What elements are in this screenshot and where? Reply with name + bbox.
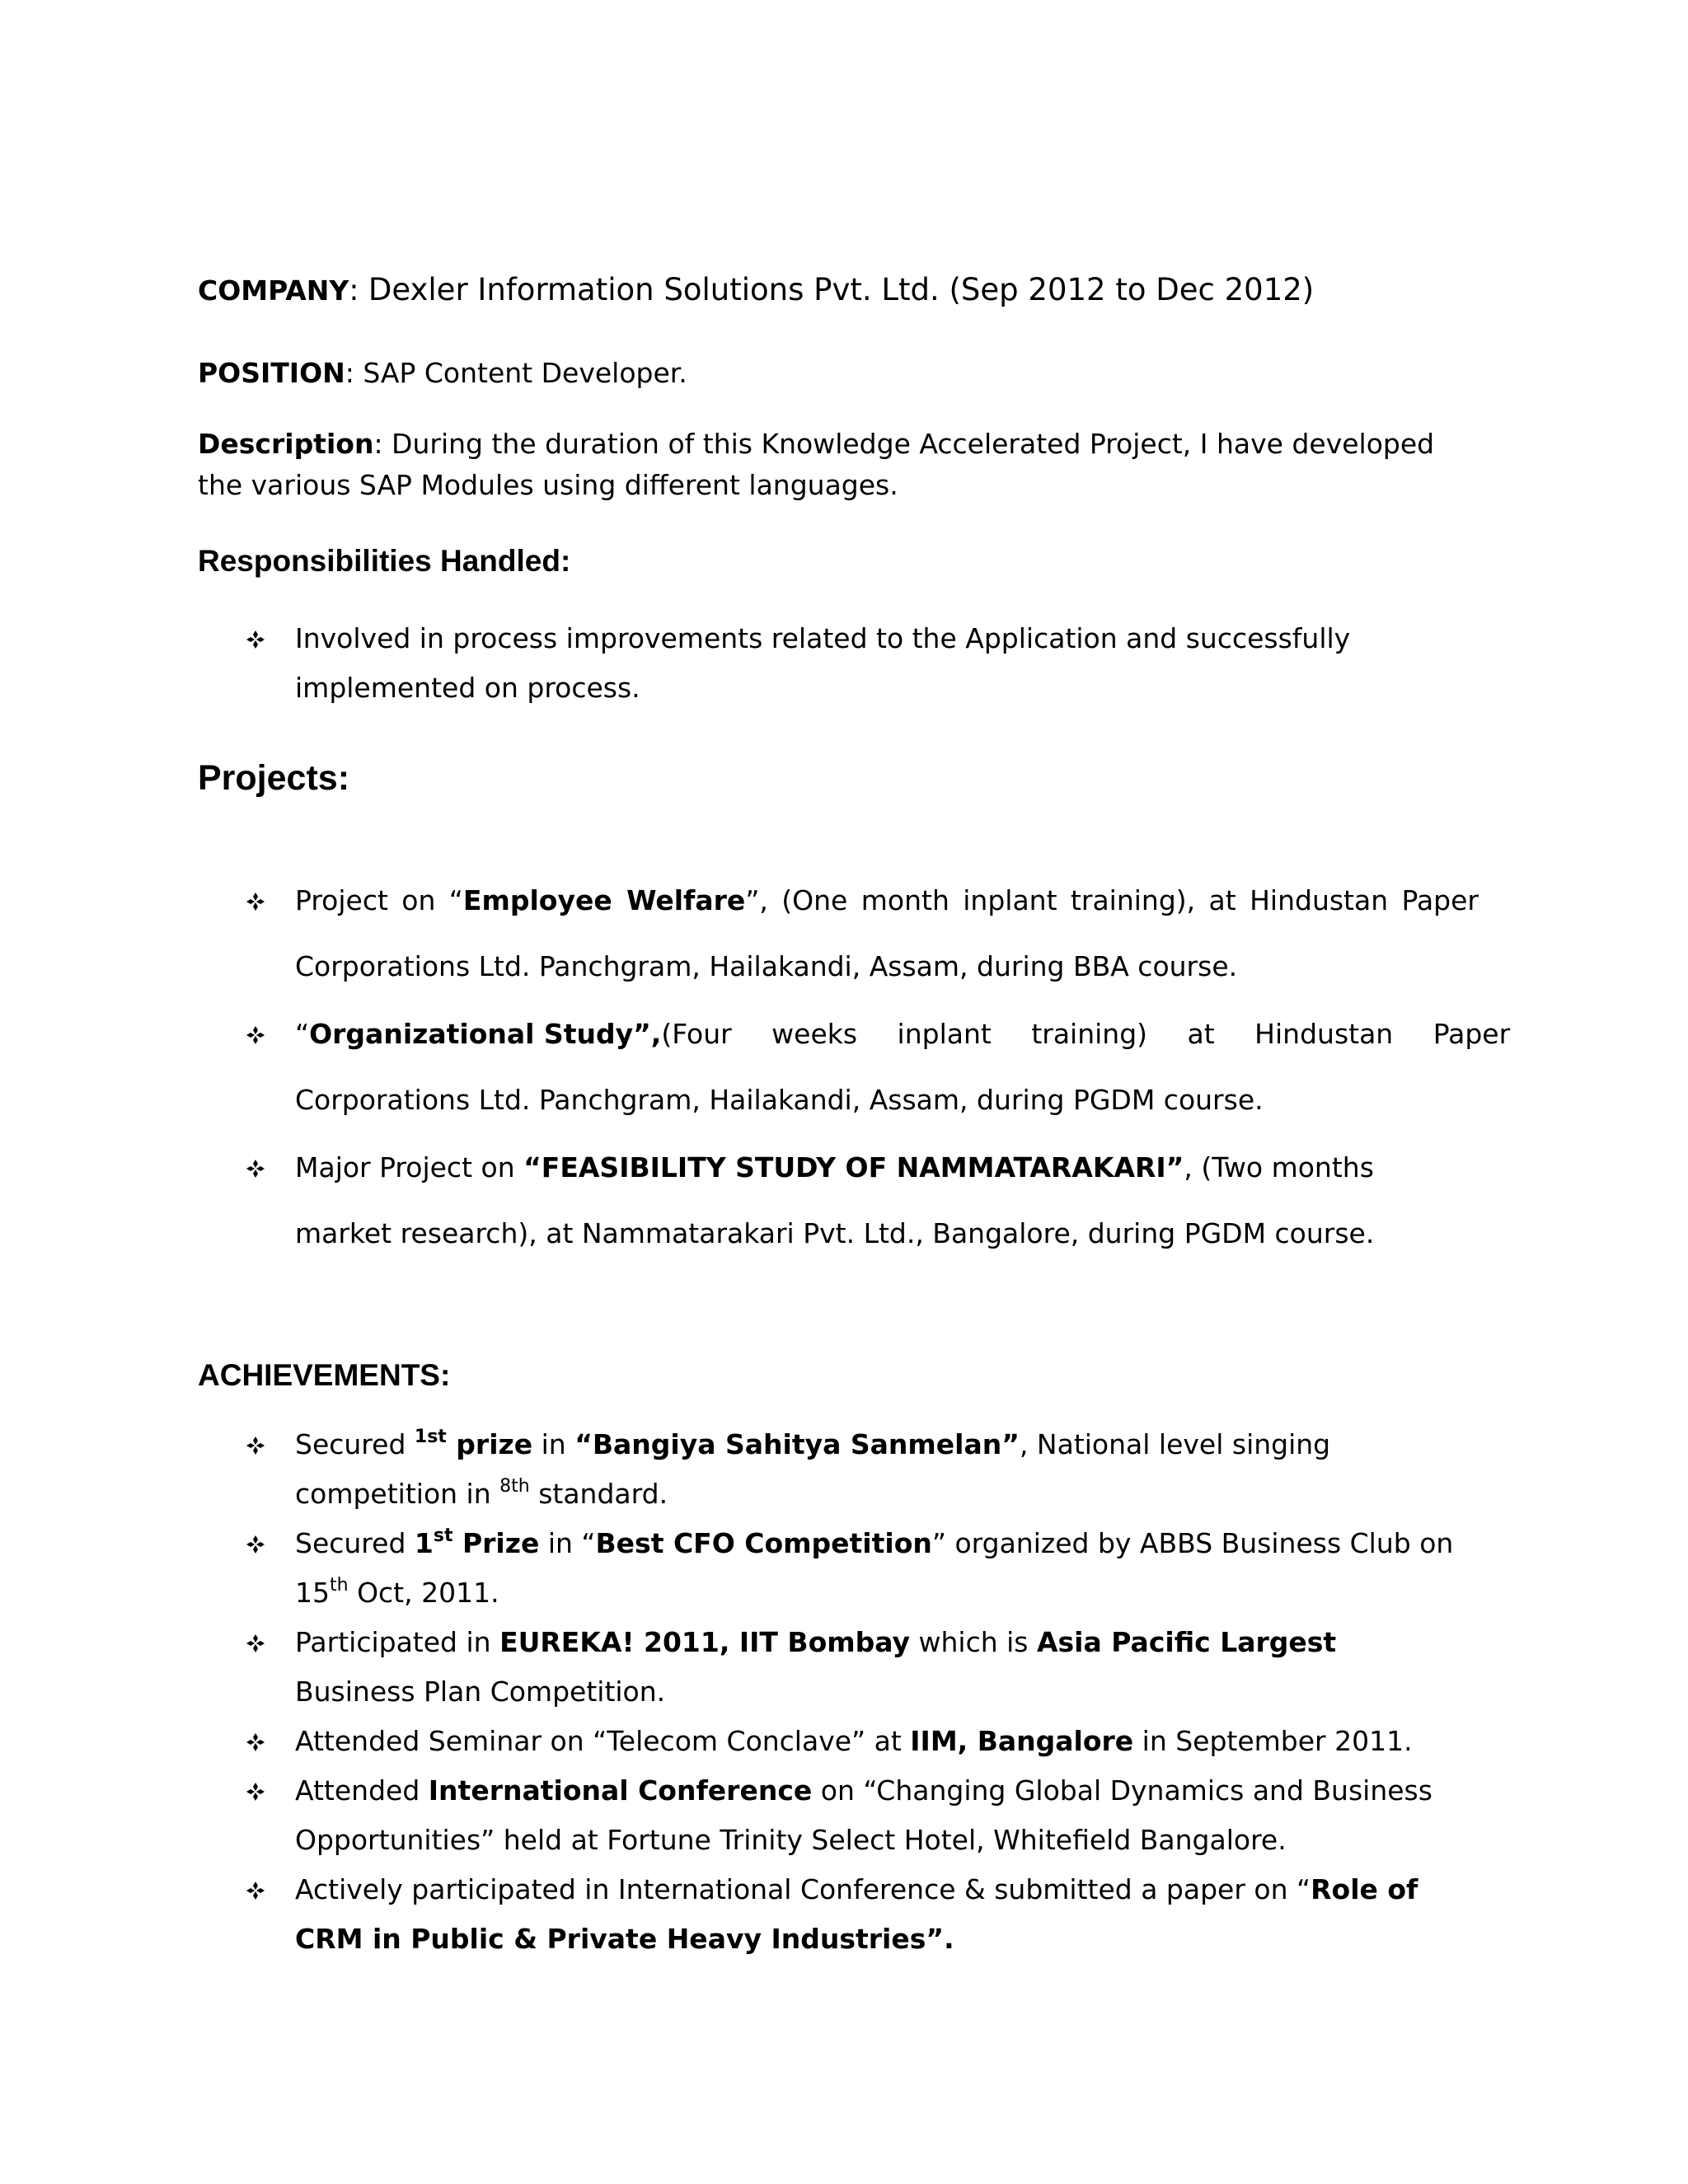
achievement-item-4-line-1 [295, 1727, 1413, 1755]
achievements-heading: ACHIEVEMENTS: [198, 1358, 451, 1392]
diamond-bullet-icon [246, 1535, 265, 1554]
a1-bold-1: prize [446, 1428, 533, 1460]
a1-line2-a: competition in [295, 1478, 500, 1510]
achievement-item-6-line-1 [295, 1873, 1418, 1905]
achievement-item-2-line-1 [295, 1526, 1454, 1559]
a3-text-1: Participated in [295, 1626, 500, 1658]
a3-bold-1: EUREKA! 2011, IIT Bombay [499, 1626, 911, 1658]
a4-text-1: Attended Seminar on “Telecom Conclave” at [295, 1725, 911, 1757]
position-line [198, 359, 687, 387]
a1-text-2: in [532, 1428, 575, 1460]
a2-sup-2: th [330, 1575, 349, 1596]
diamond-bullet-icon [246, 1881, 265, 1900]
diamond-bullet-icon [246, 1436, 265, 1455]
a2-bold-3: Best CFO Competition [595, 1527, 932, 1559]
a2-line2-b: Oct, 2011. [348, 1577, 499, 1609]
company-label: COMPANY [198, 274, 349, 307]
project-3-post: , (Two months [1184, 1151, 1374, 1183]
project-2-post: (Four weeks inplant training) at Hindustan Paper [661, 1018, 1511, 1050]
project-item-3-line-2: market research), at Nammatarakari Pvt. Ltd., Bangalore, during PGDM course. [295, 1217, 1375, 1249]
company-value: Dexler Information Solutions Pvt. Ltd. (Sep 2012 to Dec 2012) [368, 272, 1315, 307]
a2-text-2: in “ [539, 1527, 596, 1559]
a2-text-3: ” organized by ABBS Business Club on [931, 1527, 1454, 1559]
project-3-pre: Major Project on [295, 1151, 524, 1183]
achievement-item-3-line-1 [295, 1626, 1337, 1658]
a1-line2-b: standard. [529, 1478, 668, 1510]
a5-text-2: on “Changing Global Dynamics and Business [812, 1774, 1432, 1807]
a5-bold-1: International Conference [428, 1774, 813, 1807]
diamond-bullet-icon [246, 892, 265, 912]
diamond-bullet-icon [246, 630, 265, 649]
a3-text-2: which is [910, 1626, 1037, 1658]
achievement-item-5-line-1 [295, 1774, 1432, 1807]
achievement-item-1-line-1 [295, 1427, 1331, 1460]
a5-text-1: Attended [295, 1774, 429, 1807]
description-colon: : [373, 428, 392, 460]
a1-text-1: Secured [295, 1428, 415, 1460]
a2-line2-a: 15 [295, 1577, 330, 1609]
company-line [198, 274, 1314, 306]
diamond-bullet-icon [246, 1732, 265, 1752]
achievement-item-3-line-2: Business Plan Competition. [295, 1675, 666, 1708]
project-item-3-line-1 [295, 1151, 1374, 1183]
project-item-2-line-2: Corporations Ltd. Panchgram, Hailakandi, Assam, during PGDM course. [295, 1084, 1264, 1116]
a2-bold-1: 1 [414, 1527, 434, 1559]
achievement-item-2-line-2 [295, 1575, 499, 1609]
projects-heading: Projects: [198, 758, 350, 798]
project-item-1-line-2: Corporations Ltd. Panchgram, Hailakandi, Assam, during BBA course. [295, 950, 1238, 982]
diamond-bullet-icon [246, 1633, 265, 1653]
a1-text-3: , National level singing [1019, 1428, 1331, 1460]
achievement-item-6-line-2: CRM in Public & Private Heavy Industries”. [295, 1923, 954, 1955]
project-2-pre: “ [295, 1018, 310, 1050]
diamond-bullet-icon [246, 1025, 265, 1045]
project-3-title: “FEASIBILITY STUDY OF NAMMATARAKARI” [523, 1151, 1184, 1183]
responsibilities-heading: Responsibilities Handled: [198, 544, 571, 578]
diamond-bullet-icon [246, 1159, 265, 1179]
a2-text-1: Secured [295, 1527, 415, 1559]
project-item-1-line-1 [295, 884, 1479, 916]
project-item-2-line-1 [295, 1018, 1511, 1050]
position-value: SAP Content Developer. [363, 357, 687, 389]
description-line-2: the various SAP Modules using different languages. [198, 469, 898, 501]
description-text-1: During the duration of this Knowledge Accelerated Project, I have developed [392, 428, 1435, 460]
project-1-post: ”, (One month inplant training), at Hindustan Paper [745, 884, 1479, 916]
a6-text-1: Actively participated in International Conference & submitted a paper on “ [295, 1873, 1311, 1905]
responsibility-item-1-line-2: implemented on process. [295, 672, 640, 704]
a3-bold-2: Asia Pacific Largest [1037, 1626, 1337, 1658]
project-2-title: Organizational Study”, [309, 1018, 662, 1050]
a4-bold-1: IIM, Bangalore [910, 1725, 1134, 1757]
position-colon: : [345, 357, 363, 389]
responsibility-item-1-line-1: Involved in process improvements related to the Application and successfully [295, 622, 1351, 654]
position-label: POSITION [198, 357, 345, 389]
diamond-bullet-icon [246, 1782, 265, 1802]
a1-sup-1: 1st [414, 1427, 447, 1447]
achievement-item-5-line-2: Opportunities” held at Fortune Trinity Select Hotel, Whitefield Bangalore. [295, 1824, 1287, 1856]
company-colon: : [349, 274, 368, 307]
a2-sup-1: st [433, 1526, 453, 1546]
a1-bold-2: “Bangiya Sahitya Sanmelan” [574, 1428, 1020, 1460]
a2-bold-2: Prize [452, 1527, 540, 1559]
a4-text-2: in September 2011. [1133, 1725, 1413, 1757]
a6-bold-1: Role of [1311, 1873, 1418, 1905]
description-line-1 [198, 428, 1435, 460]
project-1-title: Employee Welfare [462, 884, 746, 916]
project-1-pre: Project on “ [295, 884, 463, 916]
achievement-item-1-line-2 [295, 1476, 668, 1510]
description-label: Description [198, 428, 374, 460]
a1-sup-2: 8th [499, 1476, 530, 1497]
